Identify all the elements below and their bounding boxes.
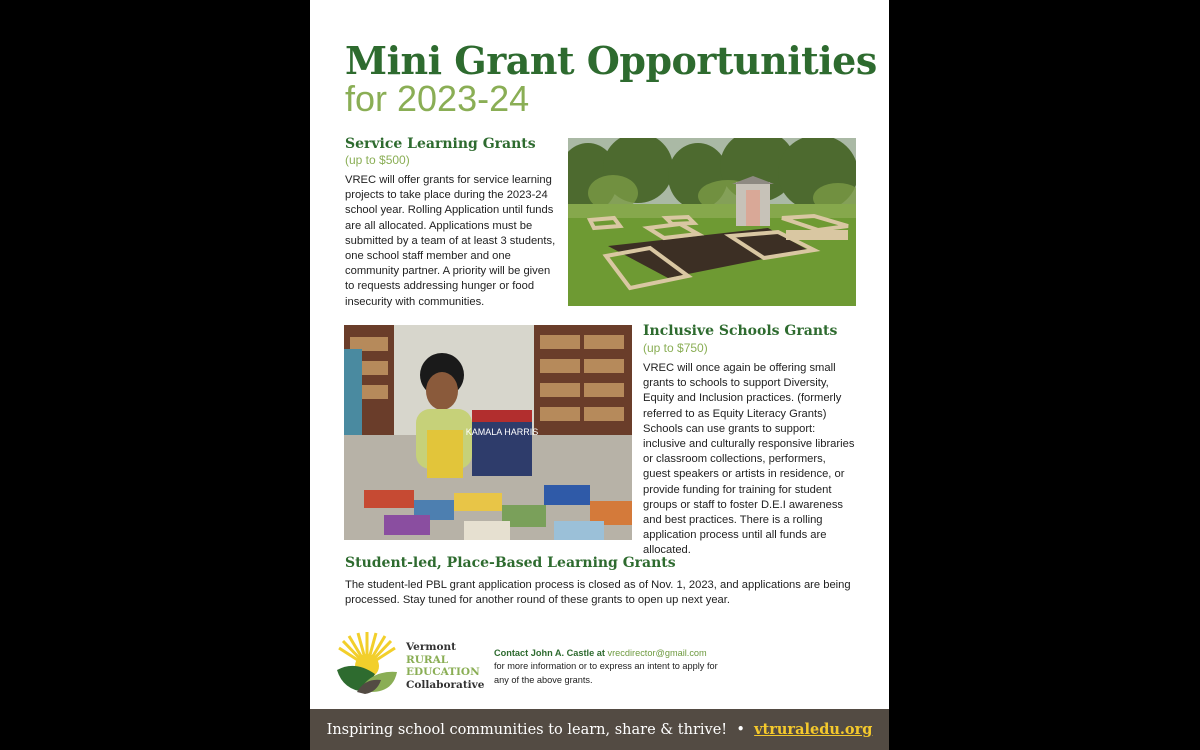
logo-wordmark: [406, 641, 484, 691]
inclusive-heading: Inclusive Schools Grants: [643, 323, 838, 339]
inclusive-body: VREC will once again be offering small grants to schools to support Diversity, Equity and Inclusion practices. (formerly referred to as Equity Literacy Grants) Schools can use grants to support: inclusive and culturally responsive libraries or classroom collections, performers, guest speakers or artists in residence, or provide funding for training for student groups or staff to foster D.E.I awareness and best practices. There is a rolling application process until all funds are allocated.: [643, 362, 855, 557]
logo-line-education: EDUCATION: [406, 666, 480, 678]
footer-url-link[interactable]: vtruraledu.org: [754, 721, 873, 738]
page-subtitle: for 2023-24: [345, 78, 530, 119]
logo-line-rural: RURAL: [406, 653, 449, 666]
library-photo: [344, 325, 632, 540]
student-led-body: The student-led PBL grant application process is closed as of Nov. 1, 2023, and applications are being processed. Stay tuned for another round of these grants to open up next year.: [345, 579, 851, 607]
service-amount: (up to $500): [345, 153, 410, 167]
service-heading: Service Learning Grants: [345, 136, 536, 152]
flyer-page: [310, 0, 889, 750]
student-led-heading: Student-led, Place-Based Learning Grants: [345, 555, 676, 571]
garden-photo: [568, 138, 856, 306]
contact-rest: for more information or to express an intent to apply for any of the above grants.: [494, 661, 718, 685]
sunburst-hills-logo-icon: [335, 630, 399, 694]
footer-separator: •: [736, 722, 745, 738]
contact-email-link[interactable]: vrecdirector@gmail.com: [607, 648, 707, 658]
page-title: Mini Grant Opportunities: [345, 38, 877, 83]
contact-lead: Contact John A. Castle at: [494, 648, 605, 658]
footer-bar: [310, 709, 889, 750]
inclusive-amount: (up to $750): [643, 341, 708, 355]
logo-line-vermont: Vermont: [406, 641, 456, 653]
footer-tagline: Inspiring school communities to learn, share & thrive!: [326, 722, 728, 738]
book-cover-title: KAMALA HARRIS: [465, 427, 539, 437]
service-body: VREC will offer grants for service learning projects to take place during the 2023-24 school year. Rolling Application until funds are all allocated. Applications must be submitted by a team of at least 3 students, one school staff member and one community partner. A priority will be given to requests addressing hunger or food insecurity with communities.: [345, 174, 556, 308]
logo-line-collaborative: Collaborative: [406, 678, 485, 691]
contact-block: [494, 647, 724, 687]
